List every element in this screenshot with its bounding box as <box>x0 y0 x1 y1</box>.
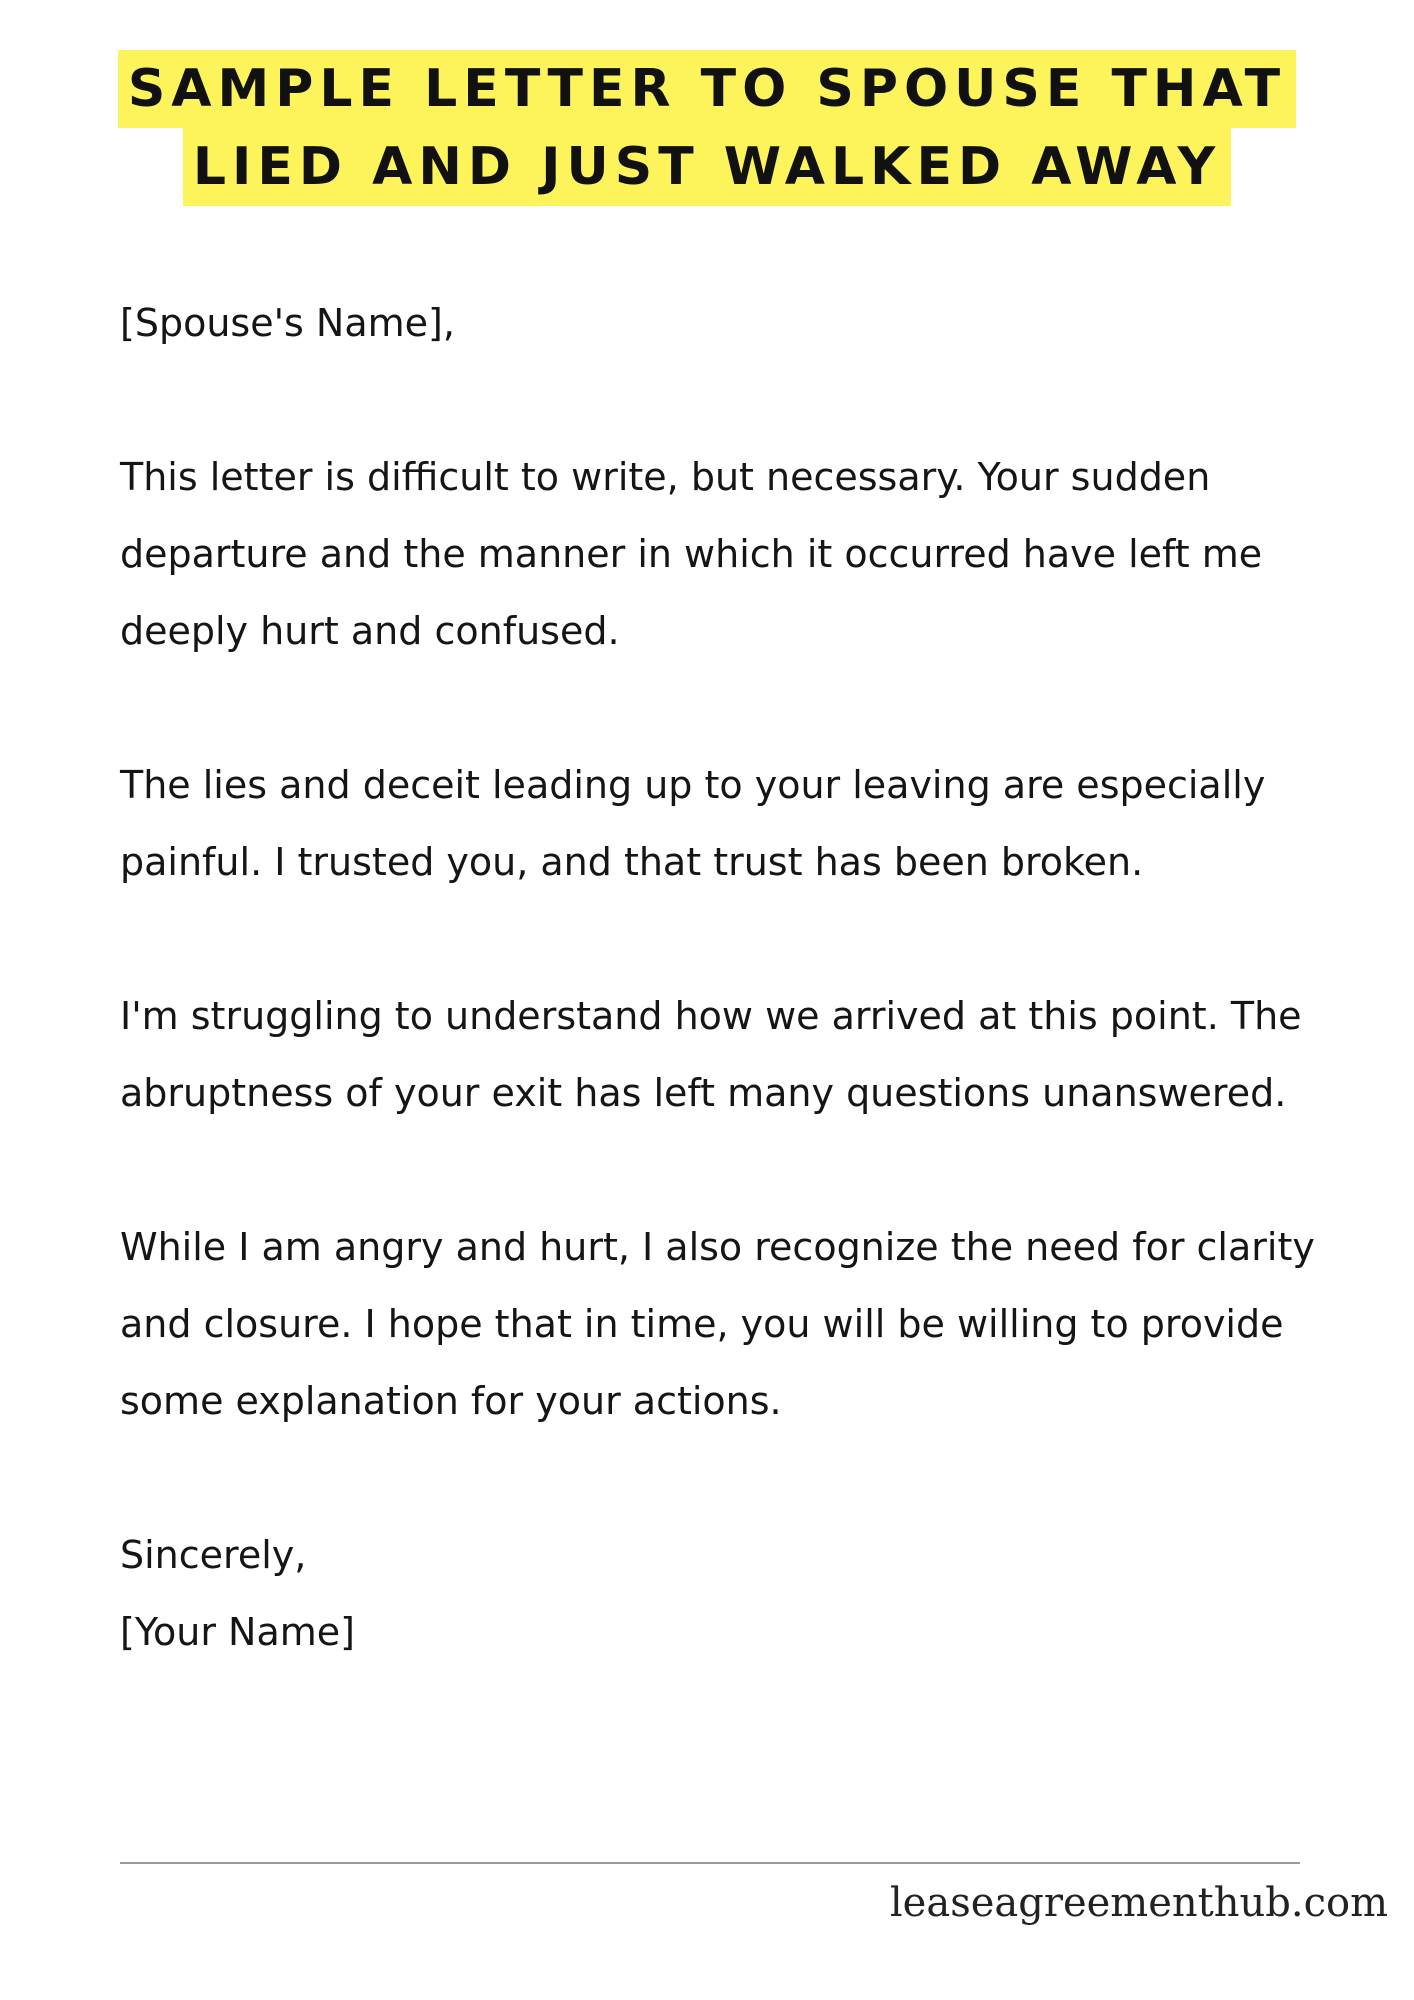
letter-body <box>120 285 1350 1671</box>
title-line-1: SAMPLE LETTER TO SPOUSE THAT <box>118 50 1296 128</box>
closing: Sincerely, <box>120 1533 307 1577</box>
salutation: [Spouse's Name], <box>120 301 455 345</box>
page-title <box>0 50 1414 206</box>
title-line-2: LIED AND JUST WALKED AWAY <box>183 128 1231 206</box>
footer-brand: leaseagreementhub.com <box>889 1880 1388 1926</box>
paragraph-3: I'm struggling to understand how we arrived at this point. The abruptness of your exit has left many questions unanswered. <box>120 994 1302 1115</box>
paragraph-1: This letter is difficult to write, but necessary. Your sudden departure and the manner in which it occurred have left me deeply hurt and confused. <box>120 455 1263 653</box>
paragraph-2: The lies and deceit leading up to your leaving are especially painful. I trusted you, and that trust has been broken. <box>120 763 1266 884</box>
signature: [Your Name] <box>120 1610 355 1654</box>
paragraph-4: While I am angry and hurt, I also recognize the need for clarity and closure. I hope that in time, you will be willing to provide some explanation for your actions. <box>120 1225 1315 1423</box>
footer-divider <box>120 1862 1300 1864</box>
